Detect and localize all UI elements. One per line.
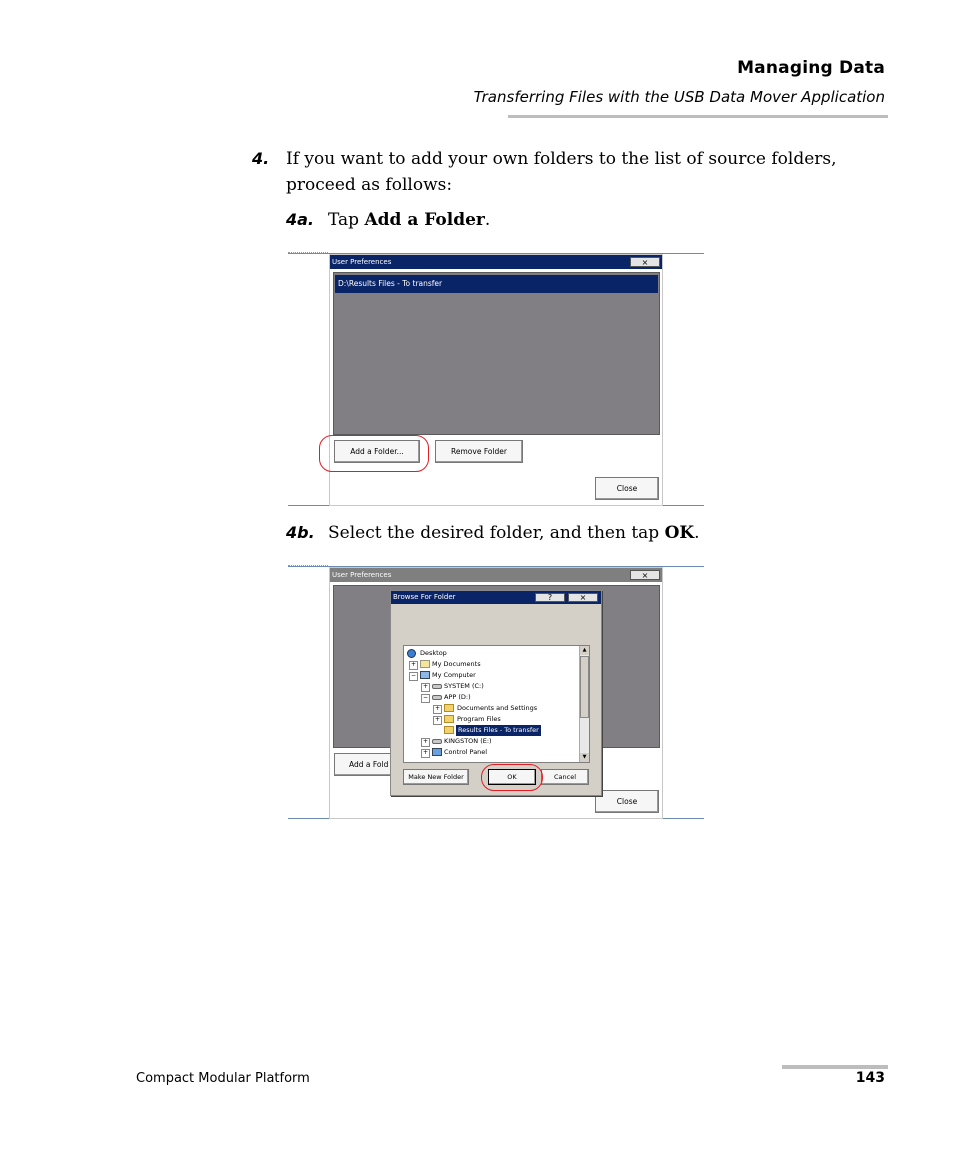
tree-item-label: Program Files xyxy=(457,715,501,723)
drive-icon xyxy=(432,695,442,700)
tree-item-label: Control Panel xyxy=(444,748,488,756)
crop-mark xyxy=(288,252,328,254)
step-4b-prefix: Select the desired folder, and then tap xyxy=(328,523,665,543)
tree-item-label: APP (D:) xyxy=(444,693,471,701)
close-icon[interactable]: × xyxy=(568,593,598,602)
highlight-circle xyxy=(481,764,543,791)
expand-icon[interactable]: + xyxy=(410,661,417,668)
footer-product-name: Compact Modular Platform xyxy=(136,1071,310,1086)
control-panel-icon xyxy=(432,748,442,756)
window-titlebar xyxy=(330,255,662,269)
dialog-titlebar xyxy=(391,591,601,604)
step-4a-text xyxy=(328,207,490,233)
folder-icon xyxy=(444,715,454,723)
close-icon[interactable]: × xyxy=(630,570,660,580)
screenshot-browse-folder xyxy=(288,566,704,819)
tree-item-label: My Computer xyxy=(432,671,476,679)
tree-item-label: Documents and Settings xyxy=(457,704,538,712)
collapse-icon[interactable]: − xyxy=(410,672,417,679)
step-4b-suffix: . xyxy=(694,523,700,543)
add-folder-button[interactable]: Add a Fold xyxy=(334,753,420,776)
folder-icon xyxy=(444,726,454,734)
expand-icon[interactable]: + xyxy=(434,716,441,723)
desktop-icon xyxy=(407,649,416,658)
scroll-down-icon[interactable]: ▼ xyxy=(580,753,589,762)
remove-folder-button[interactable]: Remove Folder xyxy=(435,440,523,463)
step-4-number: 4. xyxy=(252,149,270,168)
tree-item-label: Results Files - To transfer xyxy=(458,726,539,734)
drive-icon xyxy=(432,739,442,744)
computer-icon xyxy=(420,671,430,679)
footer-rule xyxy=(782,1065,888,1069)
tree-item-label: My Documents xyxy=(432,660,481,668)
screenshot-user-preferences xyxy=(288,253,704,506)
step-4-text: If you want to add your own folders to the list of source folders, proceed as follows: xyxy=(286,149,837,195)
step-4a-prefix: Tap xyxy=(328,210,365,230)
step-4b-bold: OK xyxy=(664,523,695,543)
close-button[interactable]: Close xyxy=(595,477,659,500)
documents-icon xyxy=(420,660,430,668)
close-button[interactable]: Close xyxy=(595,790,659,813)
expand-icon[interactable]: + xyxy=(434,705,441,712)
window-title: User Preferences xyxy=(332,258,392,266)
window-titlebar xyxy=(330,568,662,582)
tree-scrollbar[interactable] xyxy=(579,646,589,762)
chapter-title: Managing Data xyxy=(737,58,885,78)
section-subtitle: Transferring Files with the USB Data Mover Application xyxy=(473,88,885,106)
page-number: 143 xyxy=(855,1070,885,1086)
step-4b-number: 4b. xyxy=(286,523,315,542)
list-item[interactable]: D:\Results Files - To transfer xyxy=(335,275,658,293)
collapse-icon[interactable]: − xyxy=(422,694,429,701)
dialog-title: Browse For Folder xyxy=(393,593,456,601)
step-4b-text xyxy=(328,520,700,546)
step-4a-bold: Add a Folder xyxy=(364,210,485,230)
step-4a-number: 4a. xyxy=(286,210,315,229)
help-icon[interactable]: ? xyxy=(535,593,565,602)
folder-icon xyxy=(444,704,454,712)
expand-icon[interactable]: + xyxy=(422,738,429,745)
make-new-folder-button[interactable]: Make New Folder xyxy=(403,769,469,785)
crop-mark xyxy=(288,565,328,567)
highlight-circle xyxy=(319,435,429,472)
folder-tree[interactable] xyxy=(403,645,590,763)
drive-icon xyxy=(432,684,442,689)
tree-item-label: Desktop xyxy=(420,649,447,657)
window-title: User Preferences xyxy=(332,571,392,579)
folder-list[interactable] xyxy=(333,272,660,435)
tree-item-label: SYSTEM (C:) xyxy=(444,682,484,690)
expand-icon[interactable]: + xyxy=(422,683,429,690)
tree-item-label: KINGSTON (E:) xyxy=(444,737,492,745)
step-4a-suffix: . xyxy=(484,210,491,230)
expand-icon[interactable]: + xyxy=(422,749,429,756)
header-rule xyxy=(508,115,888,118)
close-icon[interactable]: × xyxy=(630,257,660,267)
add-folder-button[interactable]: Add a Folder... xyxy=(334,440,420,463)
scroll-up-icon[interactable]: ▲ xyxy=(580,646,589,655)
cancel-button[interactable]: Cancel xyxy=(541,769,589,785)
ok-button[interactable]: OK xyxy=(488,769,536,785)
scroll-thumb[interactable] xyxy=(580,656,589,718)
